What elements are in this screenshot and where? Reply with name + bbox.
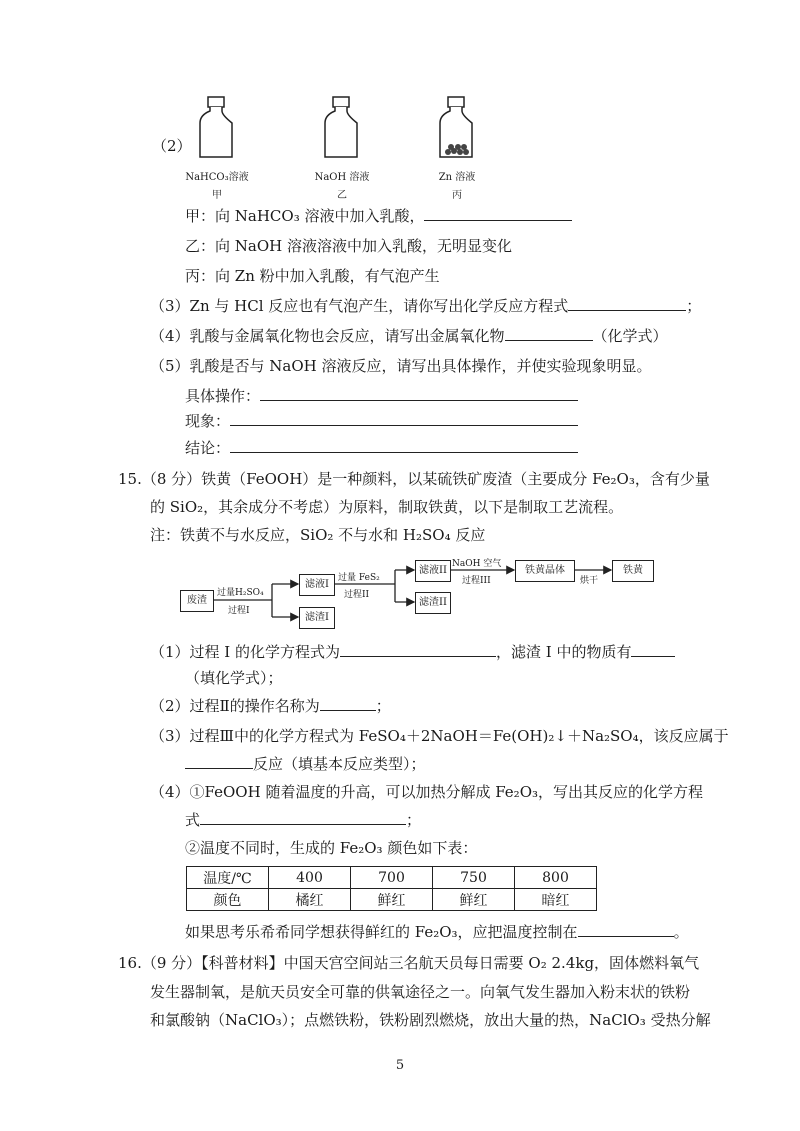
- q15-part4b: ②温度不同时，生成的 Fe₂O₃ 颜色如下表：: [185, 839, 478, 857]
- q14-part5: （5）乳酸是否与 NaOH 溶液反应，请写出具体操作，并使实验现象明显。: [150, 357, 652, 375]
- table-cell: 暗红: [515, 889, 597, 911]
- answer-blank[interactable]: [578, 922, 674, 937]
- answer-blank[interactable]: [230, 411, 578, 426]
- flow-crystal: 铁黄晶体: [515, 560, 575, 582]
- bottle-bing-tag: 丙: [452, 190, 462, 201]
- bottle-jia-tag: 甲: [212, 190, 222, 201]
- q15-part4-cont: 式 ；: [185, 811, 422, 829]
- bottle-jia-icon: [200, 97, 232, 157]
- q15-note: 注：铁黄不与水反应，SiO₂ 不与水和 H₂SO₄ 反应: [150, 526, 486, 544]
- bottles-illustration: [196, 95, 496, 165]
- table-cell: 750: [433, 867, 515, 889]
- q14-phenomenon: 现象：: [185, 411, 578, 431]
- q15-stem-1: 15.（8 分）铁黄（FeOOH）是一种颜料，以某硫铁矿废渣（主要成分 Fe₂O₃，含有少量: [118, 470, 710, 488]
- q14-part3: （3）Zn 与 HCl 反应也有气泡产生，请你写出化学反应方程式 ；: [150, 297, 702, 315]
- bottle-bing-label: Zn 溶液: [438, 172, 476, 183]
- flow-waste: 废渣: [180, 590, 214, 612]
- table-cell: 800: [515, 867, 597, 889]
- flow-residue-1: 滤渣I: [299, 607, 335, 629]
- q14-bing-line: 丙：向 Zn 粉中加入乳酸，有气泡产生: [185, 267, 440, 285]
- answer-blank[interactable]: [230, 438, 578, 453]
- answer-blank[interactable]: [185, 754, 253, 769]
- q14-operation: 具体操作：: [185, 386, 578, 406]
- bottle-yi-icon: [325, 97, 357, 157]
- flow-product: 铁黄: [612, 560, 654, 582]
- q14-part4: （4）乳酸与金属氧化物也会反应，请写出金属氧化物 （化学式）: [150, 327, 668, 345]
- answer-blank[interactable]: [568, 296, 686, 311]
- table-cell: 橘红: [269, 889, 351, 911]
- q14-jia-line: 甲：向 NaHCO₃ 溶液中加入乳酸，: [185, 206, 572, 226]
- answer-blank[interactable]: [631, 642, 675, 657]
- answer-blank[interactable]: [340, 642, 496, 657]
- page-number: 5: [395, 1058, 405, 1073]
- flow-residue-2: 滤渣II: [415, 592, 451, 614]
- table-cell: 鲜红: [433, 889, 515, 911]
- bottle-yi-tag: 乙: [337, 190, 347, 201]
- part-2-label: （2）: [152, 137, 192, 155]
- flow-arrow-1-top: 过量H₂SO₄: [217, 588, 264, 598]
- q15-part2: （2）过程Ⅱ的操作名称为 ；: [150, 697, 391, 715]
- bottle-yi-label: NaOH 溶液: [314, 172, 370, 183]
- q16-line-1: 16.（9 分）【科普材料】中国天宫空间站三名航天员每日需要 O₂ 2.4kg，固体燃料氧气: [118, 954, 700, 972]
- flow-arrow-2-bottom: 过程II: [344, 590, 370, 600]
- table-cell: 颜色: [187, 889, 269, 911]
- answer-blank[interactable]: [320, 696, 376, 711]
- q14-yi-line: 乙：向 NaOH 溶液溶液中加入乳酸，无明显变化: [185, 237, 512, 255]
- flow-filtrate-2: 滤液II: [415, 560, 451, 582]
- answer-blank[interactable]: [505, 326, 593, 341]
- q15-after-table: 如果思考乐希希同学想获得鲜红的 Fe₂O₃，应把温度控制在 。: [185, 923, 689, 941]
- flow-arrow-1-bottom: 过程I: [228, 606, 250, 616]
- bottle-bing-icon: [440, 97, 472, 157]
- table-row: [187, 867, 597, 889]
- temperature-color-table: [186, 866, 597, 911]
- bottle-jia-label: NaHCO₃溶液: [185, 172, 249, 183]
- answer-blank[interactable]: [260, 386, 578, 401]
- flow-arrow-4-bottom: 烘干: [580, 576, 599, 586]
- flow-arrow-3-top: NaOH 空气: [452, 559, 502, 569]
- q15-part3: （3）过程Ⅲ中的化学方程式为 FeSO₄＋2NaOH＝Fe(OH)₂↓＋Na₂SO₄，该反应属于: [150, 727, 729, 745]
- answer-blank[interactable]: [424, 206, 572, 221]
- table-cell: 鲜红: [351, 889, 433, 911]
- flow-arrow-3-bottom: 过程III: [462, 576, 491, 586]
- table-cell: 700: [351, 867, 433, 889]
- q15-part1: （1）过程 I 的化学方程式为 ，滤渣 I 中的物质有: [150, 642, 675, 662]
- answer-blank[interactable]: [200, 810, 406, 825]
- q15-stem-2: 的 SiO₂，其余成分不考虑）为原料，制取铁黄，以下是制取工艺流程。: [150, 498, 624, 516]
- q16-line-2: 发生器制氧，是航天员安全可靠的供氧途径之一。向氧气发生器加入粉末状的铁粉: [150, 983, 691, 1001]
- table-row: [187, 889, 597, 911]
- table-cell: 400: [269, 867, 351, 889]
- q15-part4: （4）①FeOOH 随着温度的升高，可以加热分解成 Fe₂O₃，写出其反应的化学方程: [150, 783, 704, 801]
- flow-filtrate-1: 滤液I: [299, 574, 335, 596]
- flow-arrow-2-top: 过量 FeS₂: [338, 573, 380, 583]
- q15-part1-cont: （填化学式）；: [185, 669, 283, 687]
- q14-conclusion: 结论：: [185, 438, 578, 458]
- table-cell: 温度/℃: [187, 867, 269, 889]
- q16-line-3: 和氯酸钠（NaClO₃）；点燃铁粉，铁粉剧烈燃烧，放出大量的热，NaClO₃ 受热分解: [150, 1011, 711, 1029]
- q15-part3-cont: 反应（填基本反应类型）；: [185, 754, 426, 774]
